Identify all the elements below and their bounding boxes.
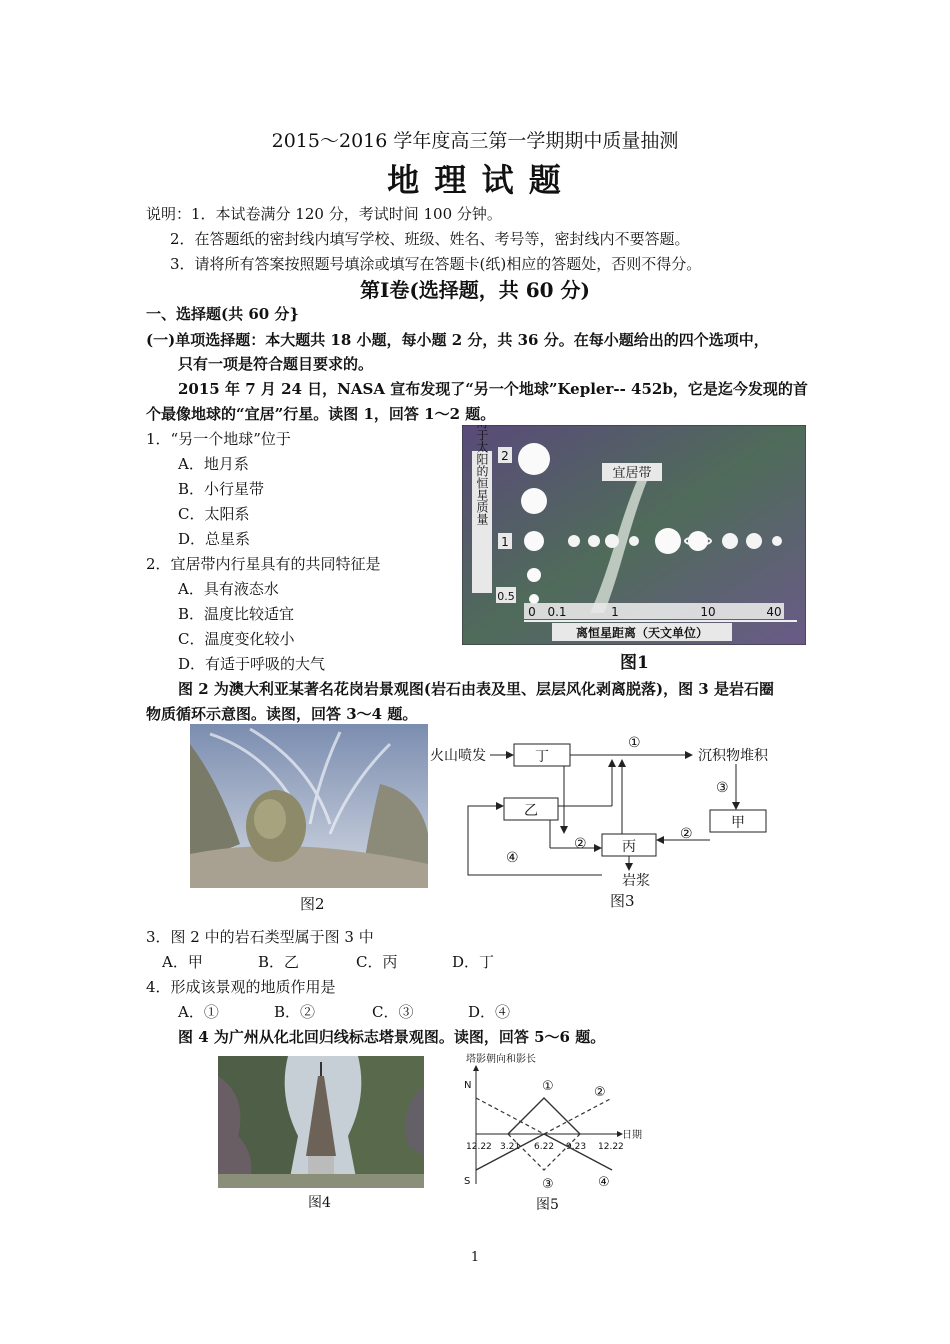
- fig1-x-tick-01: 0.1: [547, 605, 567, 619]
- figure-2-granite-photo: [190, 724, 428, 888]
- planet-giant: [655, 528, 681, 554]
- figure-4-tower-photo: [218, 1056, 424, 1188]
- passage2-line-1: 图 2 为澳大利亚某著名花岗岩景观图(岩石由表及里、层层风化剥离脱落)，图 3 是岩石圈: [178, 680, 774, 698]
- habitable-zone-label: 宜居带: [612, 466, 652, 481]
- fig1-y-tick-05: 0.5: [497, 590, 515, 603]
- star-small: [527, 568, 541, 582]
- q2-option-a: A．具有液态水: [178, 580, 279, 598]
- exam-title: 2015～2016 学年度高三第一学期期中质量抽测: [271, 130, 679, 152]
- q3-option-a: A．甲: [162, 953, 203, 971]
- figure-1: [462, 425, 806, 645]
- fig1-y-axis-label: 相对于太阳的恒星质量: [475, 425, 489, 525]
- q4-option-b: B．②: [274, 1003, 316, 1021]
- passage3-line-1: 图 4 为广州从化北回归线标志塔景观图。读图，回答 5～6 题。: [178, 1028, 606, 1046]
- fig1-x-tick-0: 0: [528, 605, 536, 619]
- instruction-line-3: 3．请将所有答案按照题号填涂或填写在答题卡(纸)相应的答题处，否则不得分。: [170, 255, 702, 273]
- fig1-y-tick-2: 2: [501, 449, 509, 463]
- fig5-date-1222b: 12.22: [598, 1142, 624, 1152]
- instruction-line-1: 说明：1．本试卷满分 120 分，考试时间 100 分钟。: [146, 205, 502, 223]
- curve-label-2: ②: [594, 1085, 606, 1100]
- passage1-line-2: 个最像地球的“宜居”行星。读图 1，回答 1～2 题。: [146, 405, 496, 423]
- q2-option-d: D．有适于呼吸的大气: [178, 655, 326, 673]
- star-medium: [521, 488, 547, 514]
- q4-stem: 4．形成该景观的地质作用是: [146, 978, 336, 996]
- curve-label-4: ④: [598, 1175, 610, 1190]
- fig1-y-tick-1: 1: [501, 535, 509, 549]
- arrow-label-2a: ②: [574, 836, 587, 852]
- fig4-caption: 图4: [308, 1195, 331, 1211]
- subsection-line-1: (一)单项选择题：本大题共 18 小题，每小题 2 分，共 36 分。在每小题给出的四个选项中，: [146, 331, 769, 349]
- q3-stem: 3．图 2 中的岩石类型属于图 3 中: [146, 928, 374, 946]
- q2-stem: 2．宜居带内行星具有的共同特征是: [146, 555, 381, 573]
- fig2-caption: 图2: [300, 895, 325, 913]
- curve-2: [476, 1098, 612, 1134]
- q1-option-b: B．小行星带: [178, 480, 265, 498]
- arrow-label-1: ①: [628, 735, 641, 751]
- fig1-x-tick-10: 10: [700, 605, 716, 619]
- page-number: 1: [470, 1250, 480, 1265]
- fig1-x-tick-40: 40: [766, 605, 782, 619]
- fig5-x-label: 日期: [622, 1130, 642, 1141]
- q3-option-b: B．乙: [258, 953, 300, 971]
- arrow-label-4: ④: [506, 850, 519, 866]
- subsection-line-2: 只有一项是符合题目要求的。: [178, 355, 374, 373]
- q1-option-c: C．太阳系: [178, 505, 250, 523]
- q1-option-d: D．总星系: [178, 530, 251, 548]
- fig5-date-1222a: 12.22: [466, 1142, 492, 1152]
- fig5-south: S: [464, 1176, 471, 1187]
- q4-option-a: A．①: [178, 1003, 219, 1021]
- subject-title: 地 理 试 题: [387, 161, 563, 199]
- q1-stem: 1．“另一个地球”位于: [146, 430, 291, 448]
- instruction-line-2: 2．在答题纸的密封线内填写学校、班级、姓名、考号等，密封线内不要答题。: [170, 230, 690, 248]
- figure-5-shadow-chart: [462, 1052, 652, 1192]
- q4-option-c: C．③: [372, 1003, 414, 1021]
- curve-1: [508, 1098, 580, 1134]
- q3-option-c: C．丙: [356, 953, 398, 971]
- q3-option-d: D．丁: [452, 953, 495, 971]
- node-yi-label: 乙: [524, 803, 538, 819]
- star-smallest: [529, 594, 539, 604]
- planet-ringed: [688, 531, 708, 551]
- curve-label-3: ③: [542, 1177, 554, 1192]
- fig1-x-axis-label: 离恒星距离（天文单位）: [575, 626, 709, 640]
- curve-label-1: ①: [542, 1079, 554, 1094]
- part-heading: 一、选择题(共 60 分}: [146, 305, 300, 323]
- fig5-date-622: 6.22: [534, 1142, 555, 1152]
- node-ding-label: 丁: [535, 749, 549, 765]
- fig5-date-923: 9.23: [566, 1142, 587, 1152]
- figure-3-rock-cycle: [430, 730, 780, 892]
- fig1-caption: 图1: [620, 653, 649, 673]
- fig5-title: 塔影朝向和影长: [466, 1054, 536, 1065]
- star-sun-mass: [524, 531, 544, 551]
- q4-option-d: D．④: [468, 1003, 511, 1021]
- label-magma: 岩浆: [622, 873, 650, 889]
- section-title: 第Ⅰ卷(选择题，共 60 分): [359, 278, 591, 302]
- fig3-caption: 图3: [610, 892, 635, 910]
- passage1-line-1: 2015 年 7 月 24 日，NASA 宣布发现了“另一个地球”Kepler-- 452b，它是迄今发现的首: [178, 380, 808, 398]
- curve-3: [508, 1134, 580, 1170]
- curve-4: [476, 1134, 612, 1170]
- node-jia-label: 甲: [731, 815, 745, 831]
- fig1-x-tick-1: 1: [611, 605, 619, 619]
- label-sediment: 沉积物堆积: [698, 748, 768, 764]
- fig5-date-321: 3.21: [500, 1142, 521, 1152]
- node-bing-label: 丙: [622, 839, 636, 855]
- fig5-caption: 图5: [536, 1197, 559, 1213]
- arrow-label-3: ③: [716, 780, 729, 796]
- star-large: [518, 443, 550, 475]
- q2-option-b: B．温度比较适宜: [178, 605, 295, 623]
- arrow-label-2b: ②: [680, 826, 693, 842]
- q1-option-a: A．地月系: [178, 455, 249, 473]
- q2-option-c: C．温度变化较小: [178, 630, 295, 648]
- passage2-line-2: 物质循环示意图。读图，回答 3～4 题。: [146, 705, 418, 723]
- fig5-north: N: [464, 1080, 472, 1091]
- label-volcano: 火山喷发: [430, 748, 486, 764]
